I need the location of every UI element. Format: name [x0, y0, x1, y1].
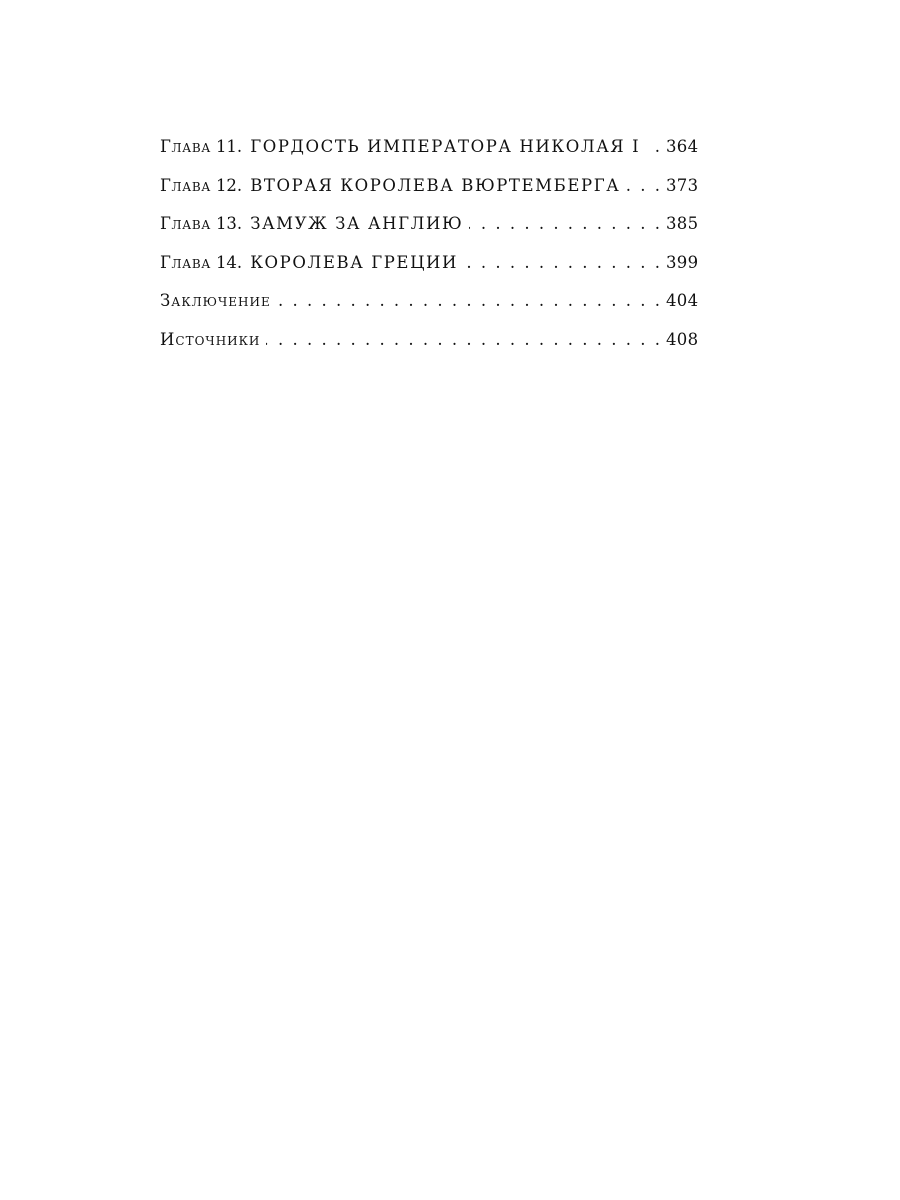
toc-entry-chapter-11[interactable] [160, 128, 698, 167]
page-number: 399 [666, 252, 699, 272]
section-title: Заключение [160, 291, 271, 310]
dot-leader [277, 282, 660, 321]
chapter-prefix: Глава [160, 214, 211, 233]
toc-entry-chapter-13[interactable] [160, 205, 698, 244]
dot-leader [646, 128, 660, 167]
dot-leader [626, 167, 660, 206]
chapter-number: 12. [215, 175, 243, 195]
dot-leader [464, 244, 660, 283]
chapter-number: 14. [215, 252, 243, 272]
section-title: Источники [160, 329, 261, 349]
chapter-title: ВТОРАЯ КОРОЛЕВА ВЮРТЕМБЕРГА [250, 175, 621, 195]
toc-entry-conclusion[interactable] [160, 282, 698, 321]
toc-entry-sources[interactable] [160, 321, 698, 360]
chapter-number: 13. [215, 214, 243, 233]
chapter-number: 11. [215, 137, 243, 156]
chapter-title: ГОРДОСТЬ ИМПЕРАТОРА НИКОЛАЯ I [250, 137, 641, 156]
chapter-prefix: Глава [160, 252, 211, 272]
dot-leader [266, 321, 660, 360]
chapter-title: КОРОЛЕВА ГРЕЦИИ [250, 252, 459, 272]
page-number: 408 [666, 329, 699, 349]
dot-leader [469, 205, 660, 244]
page-number: 364 [666, 137, 699, 156]
page-number: 385 [666, 214, 699, 233]
chapter-title: ЗАМУЖ ЗА АНГЛИЮ [250, 214, 464, 233]
chapter-prefix: Глава [160, 175, 211, 195]
toc-entry-chapter-12[interactable] [160, 167, 698, 206]
chapter-prefix: Глава [160, 137, 211, 156]
page-number: 404 [666, 291, 699, 310]
table-of-contents [160, 128, 698, 359]
page-number: 373 [666, 175, 699, 195]
toc-entry-chapter-14[interactable] [160, 244, 698, 283]
